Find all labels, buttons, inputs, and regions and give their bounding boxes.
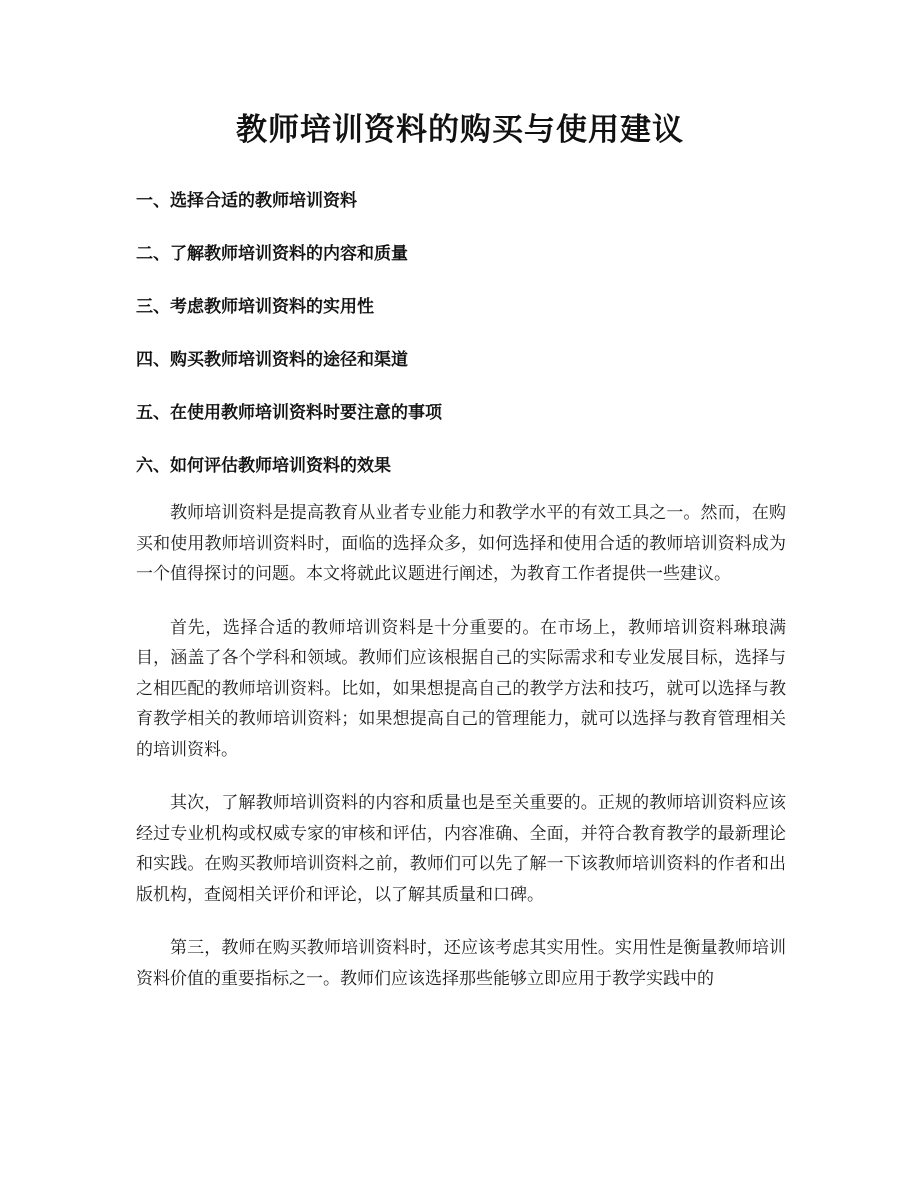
outline-item: 三、考虑教师培训资料的实用性 <box>136 297 374 317</box>
outline-item: 四、购买教师培训资料的途径和渠道 <box>136 350 408 370</box>
outline-item: 六、如何评估教师培训资料的效果 <box>136 456 391 476</box>
outline-item: 二、了解教师培训资料的内容和质量 <box>136 244 408 264</box>
outline-item: 五、在使用教师培训资料时要注意的事项 <box>136 403 442 423</box>
body-paragraph: 首先，选择合适的教师培训资料是十分重要的。在市场上，教师培训资料琳琅满目，涵盖了各个学科和领域。教师们应该根据自己的实际需求和专业发展目标，选择与之相匹配的教师培训资料。比如，如果想提高自己的教学方法和技巧，就可以选择与教育教学相关的教师培训资料；如果想提高自己的管理能力，就可以选择与教育管理相关的培训资料。 <box>136 617 786 760</box>
body-paragraph: 第三，教师在购买教师培训资料时，还应该考虑其实用性。实用性是衡量教师培训资料价值的重要指标之一。教师们应该选择那些能够立即应用于教学实践中的 <box>136 938 786 989</box>
outline-item: 一、选择合适的教师培训资料 <box>136 191 357 211</box>
outline-list <box>136 186 796 504</box>
page-title: 教师培训资料的购买与使用建议 <box>236 112 684 148</box>
body-paragraph: 其次，了解教师培训资料的内容和质量也是至关重要的。正规的教师培训资料应该经过专业机构或权威专家的审核和评估，内容准确、全面，并符合教育教学的最新理论和实践。在购买教师培训资料之前，教师们可以先了解一下该教师培训资料的作者和出版机构，查阅相关评价和评论，以了解其质量和口碑。 <box>136 793 786 905</box>
body-text <box>136 498 786 1017</box>
body-paragraph: 教师培训资料是提高教育从业者专业能力和教学水平的有效工具之一。然而，在购买和使用教师培训资料时，面临的选择众多，如何选择和使用合适的教师培训资料成为一个值得探讨的问题。本文将就此议题进行阐述，为教育工作者提供一些建议。 <box>136 503 786 584</box>
